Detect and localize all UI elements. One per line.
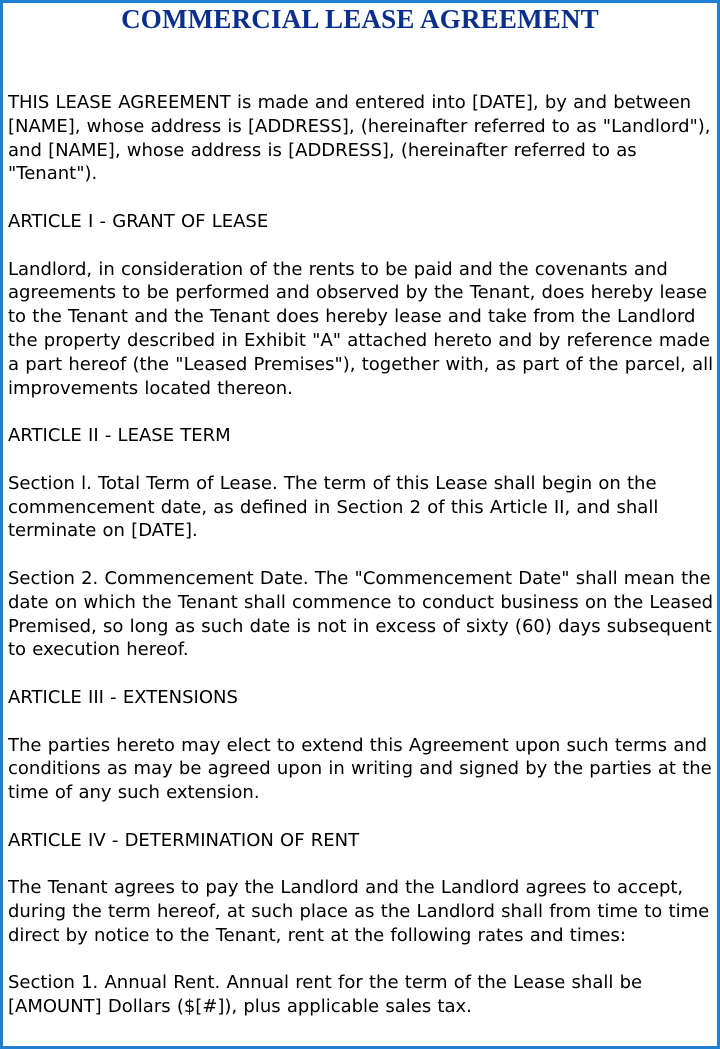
determination-of-rent-paragraph: The Tenant agrees to pay the Landlord and the Landlord agrees to accept, during the term hereof, at such place as the Landlord shall from time to time direct by notice to the Tenant, rent at the following rates and times: [8, 877, 710, 946]
document-body [8, 91, 720, 1043]
commencement-date-paragraph: Section 2. Commencement Date. The "Commencement Date" shall mean the date on which the Tenant shall commence to conduct business on the Leased Premised, so long as such date is not in excess of sixty (60) days subsequent to execution hereof. [8, 567, 714, 661]
extensions-paragraph: The parties hereto may elect to extend this Agreement upon such terms and conditions as may be agreed upon in writing and signed by the parties at the time of any such extension. [8, 734, 712, 804]
total-term-paragraph: Section l. Total Term of Lease. The term of this Lease shall begin on the commencement date, as defined in Section 2 of this Article II, and shall terminate on [DATE]. [8, 472, 659, 542]
document-title: COMMERCIAL LEASE AGREEMENT [121, 4, 599, 34]
article-3-heading: ARTICLE III - EXTENSIONS [8, 686, 238, 708]
article-2-heading: ARTICLE II - LEASE TERM [8, 425, 231, 447]
article-4-heading: ARTICLE IV - DETERMINATION OF RENT [8, 829, 360, 851]
article-1-heading: ARTICLE I - GRANT OF LEASE [8, 210, 269, 232]
annual-rent-paragraph: Section 1. Annual Rent. Annual rent for the term of the Lease shall be [AMOUNT] Dollars ($[#]), plus applicable sales tax. [8, 972, 643, 1018]
intro-paragraph: THIS LEASE AGREEMENT is made and entered into [DATE], by and between [NAME], whose address is [ADDRESS], (hereinafter referred to as "Landlord"), and [NAME], whose address is [ADDRESS], (hereinafter referred to as "Tenant"). [8, 92, 711, 185]
grant-of-lease-paragraph: Landlord, in consideration of the rents to be paid and the covenants and agreements to be performed and observed by the Tenant, does hereby lease to the Tenant and the Tenant does hereby lease and take from the Landlord the property described in Exhibit "A" attached hereto and by reference made a part hereof (the "Leased Premises"), together with, as part of the parcel, all improvements located thereon. [8, 258, 714, 399]
